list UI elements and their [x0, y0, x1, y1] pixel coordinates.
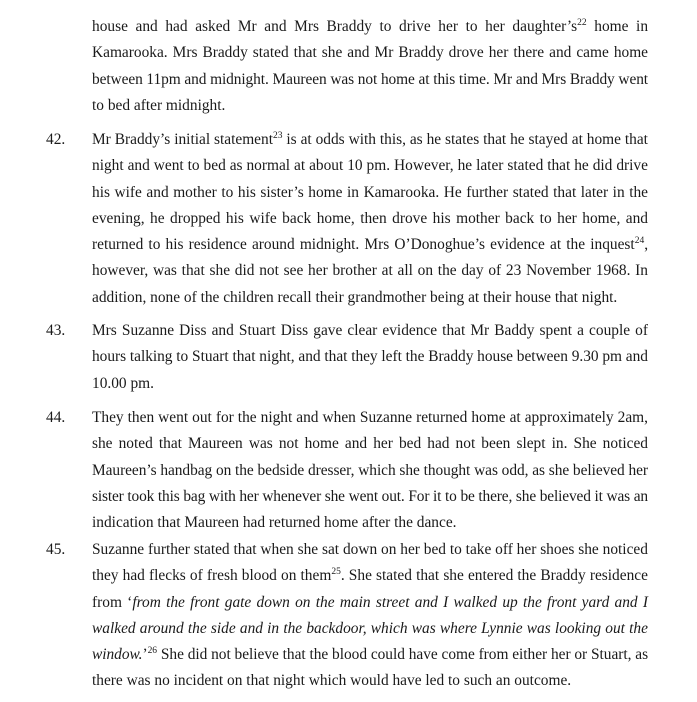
text-segment: 10.00 pm. [92, 374, 154, 392]
text-line [92, 431, 648, 457]
paragraph-number: 43. [46, 322, 66, 339]
text-segment: indication that Maureen had returned home after the dance. [92, 514, 457, 532]
text-segment: Mr Braddy’s initial statement [92, 131, 273, 148]
footnote-reference[interactable]: 24 [634, 236, 645, 247]
text-segment: there was no incident on that night which would have led to such an outcome. [92, 672, 572, 690]
text-line [92, 563, 648, 589]
paragraph-number: 44. [46, 409, 66, 426]
text-segment: They then went out for the night and when Suzanne returned home at approximately 2am, [92, 409, 648, 426]
footnote-reference[interactable]: 22 [577, 18, 587, 28]
text-segment: his wife and mother to his sister’s home in Kamarooka. He further stated that later in the [92, 183, 649, 201]
paragraph-body [92, 14, 648, 119]
text-segment: Kamarooka. Mrs Braddy stated that she and Mr Braddy drove her there and came home [92, 44, 649, 62]
text-line [92, 285, 648, 311]
text-segment: Mrs Suzanne Diss and Stuart Diss gave clear evidence that Mr Baddy spent a couple of [92, 322, 648, 339]
paragraph-body [92, 537, 648, 695]
text-line [92, 510, 648, 536]
text-line [92, 318, 648, 344]
quoted-testimony: window. [92, 646, 143, 664]
paragraph-body [92, 127, 648, 311]
text-segment: Maureen’s handbag on the bedside dresser, which she thought was odd, as she believed her [92, 461, 648, 479]
text-segment: ’ [142, 646, 148, 664]
text-segment: is at odds with this, as he states that he stayed at home that [282, 131, 648, 148]
text-line [92, 616, 648, 642]
paragraph-number: 45. [46, 541, 66, 558]
text-segment: , [644, 236, 649, 254]
text-line [92, 127, 648, 153]
text-segment: to bed after midnight. [92, 96, 226, 114]
text-segment: from ‘ [92, 593, 133, 611]
quoted-testimony: from the front gate down on the main street and I walked up the front yard and I [132, 593, 649, 611]
text-segment: night and went to bed as normal at about 10 pm. However, he later stated that he did drive [92, 157, 648, 175]
footnote-reference[interactable]: 26 [147, 646, 158, 657]
text-segment: Suzanne further stated that when she sat down on her bed to take off her shoes she noticed [92, 541, 648, 558]
text-line [92, 153, 648, 179]
text-segment: evening, he dropped his wife back home, then drove his mother back to her home, and [92, 209, 648, 227]
text-line [92, 93, 648, 119]
text-segment: home in [586, 18, 649, 35]
footnote-reference[interactable]: 25 [331, 567, 341, 578]
paragraph-body [92, 405, 648, 536]
text-line [92, 14, 648, 40]
text-segment: she noted that Maureen was not home and her bed had not been slept in. She noticed [92, 435, 648, 453]
text-line [92, 40, 648, 66]
text-segment: between 11pm and midnight. Maureen was not home at this time. Mr and Mrs Braddy went [92, 70, 648, 88]
footnote-reference[interactable]: 23 [273, 131, 283, 141]
text-segment: returned to his residence around midnight. Mrs O’Donoghue’s evidence at the inquest [92, 236, 635, 254]
text-line [92, 642, 648, 668]
text-line [92, 590, 648, 616]
text-line [92, 458, 648, 484]
text-line [92, 67, 648, 93]
text-line [92, 180, 648, 206]
text-segment: house and had asked Mr and Mrs Braddy to drive her to her daughter’s [92, 18, 578, 35]
text-line [92, 371, 648, 397]
text-segment: . She stated that she entered the Braddy residence [340, 567, 648, 585]
text-line [92, 537, 648, 563]
text-segment: they had flecks of fresh blood on them [92, 567, 332, 585]
text-segment: addition, none of the children recall their grandmother being at their house that night. [92, 288, 618, 306]
text-line [92, 344, 648, 370]
text-segment: hours talking to Stuart that night, and that they left the Braddy house between 9.30 pm and [92, 348, 648, 366]
text-line [92, 484, 648, 510]
text-line [92, 206, 648, 232]
text-line [92, 258, 648, 284]
text-segment: She did not believe that the blood could have come from either her or Stuart, as [157, 646, 649, 664]
text-segment: however, was that she did not see her brother at all on the day of 23 November 1968. In [92, 262, 648, 280]
text-line [92, 668, 648, 694]
text-line [92, 232, 648, 258]
text-segment: sister took this bag with her whenever she went out. For it to be there, she believed it was an [92, 487, 648, 505]
paragraph-body [92, 318, 648, 397]
quoted-testimony: walked around the side and in the backdoor, which was where Lynnie was looking out the [92, 619, 648, 637]
text-line [92, 405, 648, 431]
paragraph-number: 42. [46, 131, 66, 148]
